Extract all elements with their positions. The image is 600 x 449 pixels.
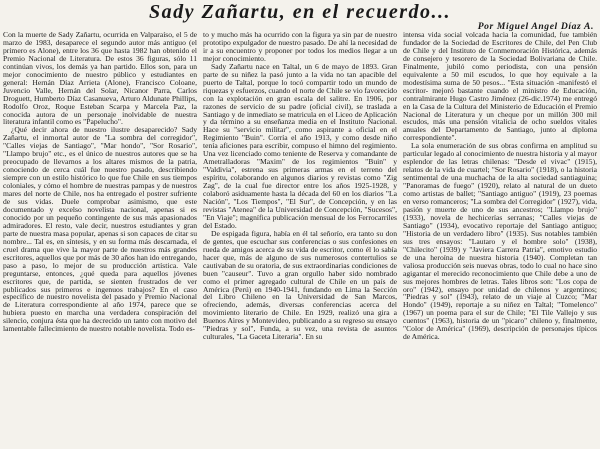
article-body <box>3 31 597 448</box>
paragraph: intensa vida social volcada hacia la comunidad, fue también fundador de la Sociedad de Escritores de Chile, del Pen Club de Chile y del Instituto de Conmemoración Histórica, además de consejero y tesorero de la Sociedad Bolivariana de Chile. Finalmente, jubiló como periodista, con una pensión equivalente a 50 mil escudos, lo que hoy equivale a la modestísima suma de 50 pesos... "Esta situación -manifestó el escritor- mejoró bastante cuando el ministro de Educación, contralmirante Hugo Castro Jiménez (26-dic.1974) me entregó en la Casa de la Cultura del Ministerio de Educación el Premio Nacional de Literatura y un cheque por un millón 300 mil escudos, más una pensión vitalicia de ocho sueldos vitales anuales del Departamento de Santiago, junto al diploma correspondiente". <box>403 31 597 143</box>
paragraph: De espigada figura, había en él tal señorío, era tanto su don de gentes, que escuchar sus conferencias o sus confesiones en rueda de amigos acerca de su vida de escritor, como él lo sabía hacer que, más de alguno de sus numerosos contertulios se cautivaban de su oratoria, de sus extraordinarias condiciones de buen "causeur". Tuvo a gran orgullo haber sido nombrado como el primer agregado cultural de Chile en un país de América (Perú) en 1940-1941, fundando en Lima la Sección del Libro Chileno en la Universidad de San Marcos, ofreciendo, además, diversas conferencias acerca del movimiento literario de Chile. En 1929, realizó una gira a Buenos Aires y Montevideo, publicando a su regreso su ensayo "Piedras y sol", Funda, a su vez, una revista de asuntos culturales, "La Gaceta Literaria". En su <box>203 228 397 342</box>
paragraph: ¿Qué decir ahora de nuestro ilustre desaparecido? Sady Zañartu, el inmortal autor de "La sombra del corregidor", "Calles viejas de Santiago", "Mar hondo", "Sor Rosario", "Llampo brujo" etc., es el único de nuestros autores que se ha preocupado de llevarnos a los altares mismos de la patria, conociendo de cerca cuál fue nuestro pasado, describiendo siempre con un estilo histórico lo que fue Chile en sus tiempos coloniales, y cómo el hombre de nuestras pampas y de nuestros mares del norte de Chile, nos ha entregado el postrer sufriente de sus vidas. Duele comprobar asimismo, que este documentado y excelso novelista nacional, apenas si es conocido por un pequeño contingente de sus más apasionados admiradores. El resto, vale decir, nuestros estudiantes y gran parte de nuestra masa popular, apenas si son capaces de citar su nombre... Tal es, en síntesis, y en su forma más descarnada, el cruel drama que vive la mayor parte de nuestros más grandes escritores, aquellos que por más de 30 años han ido entregando, paso a paso, lo mejor de su producción artística. Vale preguntarse, entonces, ¿qué queda para aquellos jóvenes escritores que, de partida, se sienten frustrados de ver publicados sus primeros e ingenuos trabajos? En el caso específico de nuestro novelista del pasado y Premio Nacional de Literatura correspondiente al año 1974, parece que se hubiera puesto en marcha una verdadera conspiración del silencio, conjura ésta que ha decrecido un tanto con motivo del lamentable fallecimiento de nuestro notable novelista. Todo es- <box>3 125 197 334</box>
article-column-3 <box>403 31 597 448</box>
article-title: Sady Zañartu, en el recuerdo... <box>148 1 452 23</box>
paragraph: La sola enumeración de sus obras confirma en amplitud su particular legado al conocimiento de nuestra historia y al mayor esplendor de las letras chilenas: "Desde el vivac" (1915), relatos de la vida de cuartel; "Sor Rosario" (1918), o la historia sentimental de una muchacha de la alta sociedad santiaguina; "Panoramas de fuego" (1920), relato al natural de un dueto como artistas de ballet; "Santiago antiguo" (1919), 23 poemas en verso romanceros; "La sombra del Corregidor" (1927), vida, pasión y muerte de uno de sus ancestros; "Llampo brujo" (1933), novela de hechicerías serranas; "Calles viejas de Santiago" (1934), evocativo reportaje del Santiago antiguo; "Historia de un verdadero libro" (1935). Sus notables también sus tres ensayos: "Lautaro y el hombre solo" (1938), "Chilecito" (1939) y "Javiera Carrera Patria", emotivo estudio de una heroína de nuestra historia (1940). Completan tan valiosa producción seis nuevas obras, todo lo cual no hace sino agigantar el merecido reconocimiento que Chile debe a uno de sus mejores hombres de letras. Tales libros son: "Los copa de oro" (1942), ensayo por unidad de chilenos y argentinos; "Piedras y sol" (1943), relato de un viaje al Cuzco; "Mar Hondo" (1949), reportaje a su niñez en Taltal; "Tomelenco" (1967) un poema para el sur de Chile; "El Tile Vallejo y sus cuentos" (1963), historia de un "picaro" chileno y, finalmente, "Color de América" (1969), descripción de personajes típicos de América. <box>403 141 597 342</box>
paragraph: to y mucho más ha ocurrido con la figura ya sin par de nuestro prototipo expulgador de nuestro pasado. De ahí la necesidad de ir a su encuentro y proponer por todos los medios llegar a un mejor conocimiento. <box>203 31 397 63</box>
paragraph: Con la muerte de Sady Zañartu, ocurrida en Valparaíso, el 5 de marzo de 1983, desaparece el segundo autor más antiguo (el primero es Alone), entre los 36 que hasta 1982 han obtenido el Premio Nacional de Literatura. De estos 36 figuras, sólo 11 continúan vivos, los demás ya han partido. Ellos son, para un mejor conocimiento de nuestro público y estudiantes en general: Hernán Díaz Arrieta (Alone), Francisco Coloane, Juvencio Valle, Hernán del Solar, Nicanor Parra, Carlos Droguett, Humberto Díaz Casanueva, Arturo Aldunate Phillips, Rodolfo Oroz, Roque Esteban Scarpa y Marcela Paz, la conocida autora de un personaje inolvidable de nuestra literatura infantil como es "Papelucho". <box>3 31 197 127</box>
paragraph: Sady Zañartu nace en Taltal, un 6 de mayo de 1893. Gran parte de su niñez la pasó junto a la vida no tan apacible del puerto de Taltal, porque lo tocó compartir todo un mundo de riquezas y esfuerzos, cuando el norte de Chile se vio favorecido con la explotación en gran escala del salitre. En 1906, por razones de servicio de su padre (oficial civil), se traslada a Santiago y de inmediato se matricula en el Liceo de Aplicación y da término a su enseñanza media en el Instituto Nacional. Hace su "servicio militar", como aspirante a oficial en el Regimiento "Buin". Corría el año 1913, y como desde niño tenía aficiones para escribir, compuso el himno del regimiento. Una vez licenciado como teniente de Reserva y comandante de Ametralladoras "Maxim" de los regimientos "Buin" y "Valdivia", estrena sus primeras armas en el terreno del espíritu, colaborando en algunos diarios y revistas como "Zig Zag", de la cual fue director entre los años 1925-1928, y colaboró asiduamente hasta la década del 60 en los diarios "La Nación", "Los Tiempos", "El Sur", de Concepción, y en las revistas "Atenea" de la Universidad de Concepción, "Sucesos", "En Viaje"; magnífica publicación mensual de los Ferrocarriles del Estado. <box>203 61 397 230</box>
article-column-1 <box>3 31 197 448</box>
article-byline: Por Miguel Angel Díaz A. <box>477 21 594 32</box>
article-column-2 <box>203 31 397 448</box>
